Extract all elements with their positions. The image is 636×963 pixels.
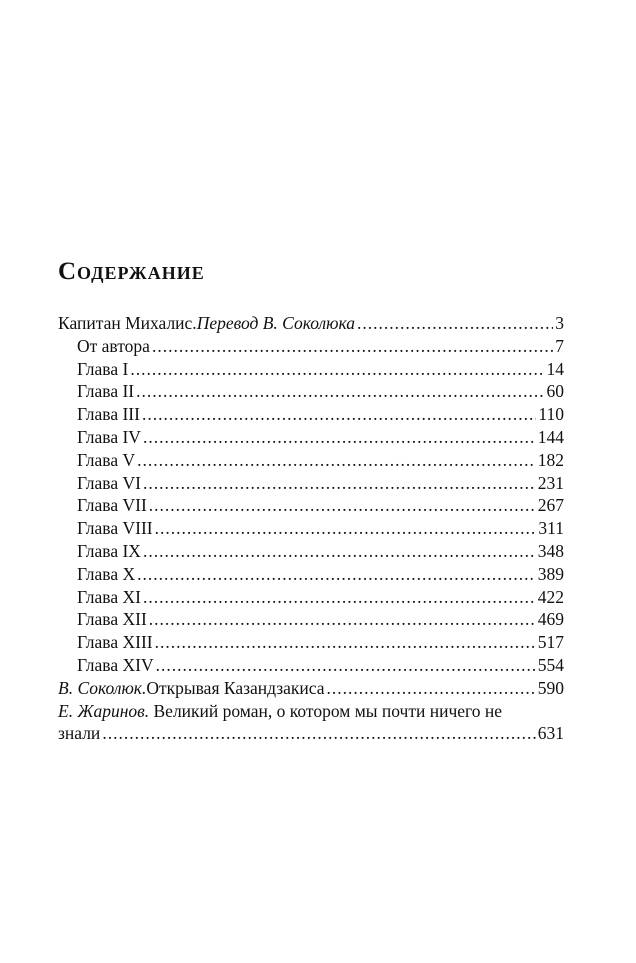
toc-entry-chapter-14[interactable] (58, 654, 564, 677)
dot-leader (102, 722, 535, 745)
dot-leader (155, 517, 537, 540)
dot-leader (149, 494, 536, 517)
entry-title: Глава VI (77, 472, 141, 493)
toc-entry-chapter-9[interactable] (58, 540, 564, 563)
entry-title: Глава IV (77, 426, 141, 447)
toc-entry-ot-avtora[interactable] (58, 335, 564, 358)
dot-leader (142, 403, 536, 426)
page-number: 182 (537, 449, 564, 470)
entry-translator-note: Перевод В. Соколюка (196, 313, 356, 333)
toc-entry-chapter-11[interactable] (58, 586, 564, 609)
dot-leader (149, 608, 536, 631)
dot-leader (143, 472, 536, 495)
entry-title: Глава VII (77, 495, 147, 516)
page-number: 267 (537, 495, 564, 516)
entry-title: Глава II (77, 381, 135, 402)
page-number: 60 (546, 381, 564, 402)
entry-title: Открывая Казандзакиса (146, 677, 325, 698)
page-number: 389 (537, 563, 564, 584)
toc-entry-sokolyuk-essay[interactable] (58, 677, 564, 700)
page-number: 631 (537, 723, 564, 744)
page-number: 469 (537, 609, 564, 630)
page-number: 311 (538, 518, 564, 539)
entry-title: Глава XII (77, 609, 147, 630)
entry-title: Великий роман, о котором мы почти ничего не (149, 700, 503, 721)
toc-entry-zharinov-essay[interactable] (58, 700, 564, 723)
dot-leader (156, 654, 536, 677)
toc-entry-kapitan-mikhalis[interactable] (58, 312, 564, 335)
entry-title: Глава III (77, 404, 140, 425)
entry-title: Глава XI (77, 586, 141, 607)
dot-leader (136, 380, 544, 403)
entry-author: Е. Жаринов. (58, 700, 150, 721)
page-number: 231 (537, 472, 564, 493)
entry-title: Глава IX (77, 540, 141, 561)
entry-title: Глава XIV (77, 654, 154, 675)
toc-entry-chapter-12[interactable] (58, 608, 564, 631)
dot-leader (143, 540, 536, 563)
page-number: 14 (546, 358, 564, 379)
entry-author: В. Соколюк. (58, 677, 147, 698)
page-number: 554 (537, 654, 564, 675)
toc-entry-chapter-3[interactable] (58, 403, 564, 426)
entry-title: От автора (77, 335, 150, 356)
entry-title: Глава VIII (77, 518, 153, 539)
toc-entry-chapter-13[interactable] (58, 631, 564, 654)
page-number: 422 (537, 586, 564, 607)
page-number: 348 (537, 540, 564, 561)
dot-leader (130, 358, 544, 381)
dot-leader (152, 335, 553, 358)
entry-title: Глава V (77, 449, 136, 470)
entry-title-continued: знали (58, 723, 101, 744)
page-number: 590 (537, 677, 564, 698)
dot-leader (357, 312, 553, 335)
page-title: Содержание (58, 258, 205, 285)
toc-entry-chapter-2[interactable] (58, 380, 564, 403)
toc-entry-chapter-6[interactable] (58, 472, 564, 495)
toc-entry-chapter-4[interactable] (58, 426, 564, 449)
entry-title: Глава XIII (77, 632, 153, 653)
toc-entry-chapter-5[interactable] (58, 449, 564, 472)
dot-leader (137, 449, 536, 472)
page-number: 3 (555, 313, 564, 333)
dot-leader (327, 677, 536, 700)
toc-entry-chapter-8[interactable] (58, 517, 564, 540)
entry-title: Глава X (77, 563, 136, 584)
dot-leader (143, 586, 536, 609)
page-number: 517 (537, 632, 564, 653)
dot-leader (137, 563, 536, 586)
page-number: 7 (555, 335, 564, 356)
entry-title: Капитан Михалис. (58, 313, 197, 333)
page-number: 110 (538, 404, 564, 425)
toc-entry-zharinov-essay-continued[interactable] (58, 722, 564, 745)
table-of-contents (58, 312, 564, 745)
page-number: 144 (537, 426, 564, 447)
entry-title: Глава I (77, 358, 129, 379)
toc-entry-chapter-1[interactable] (58, 358, 564, 381)
dot-leader (143, 426, 536, 449)
toc-entry-chapter-10[interactable] (58, 563, 564, 586)
toc-entry-chapter-7[interactable] (58, 494, 564, 517)
dot-leader (155, 631, 536, 654)
